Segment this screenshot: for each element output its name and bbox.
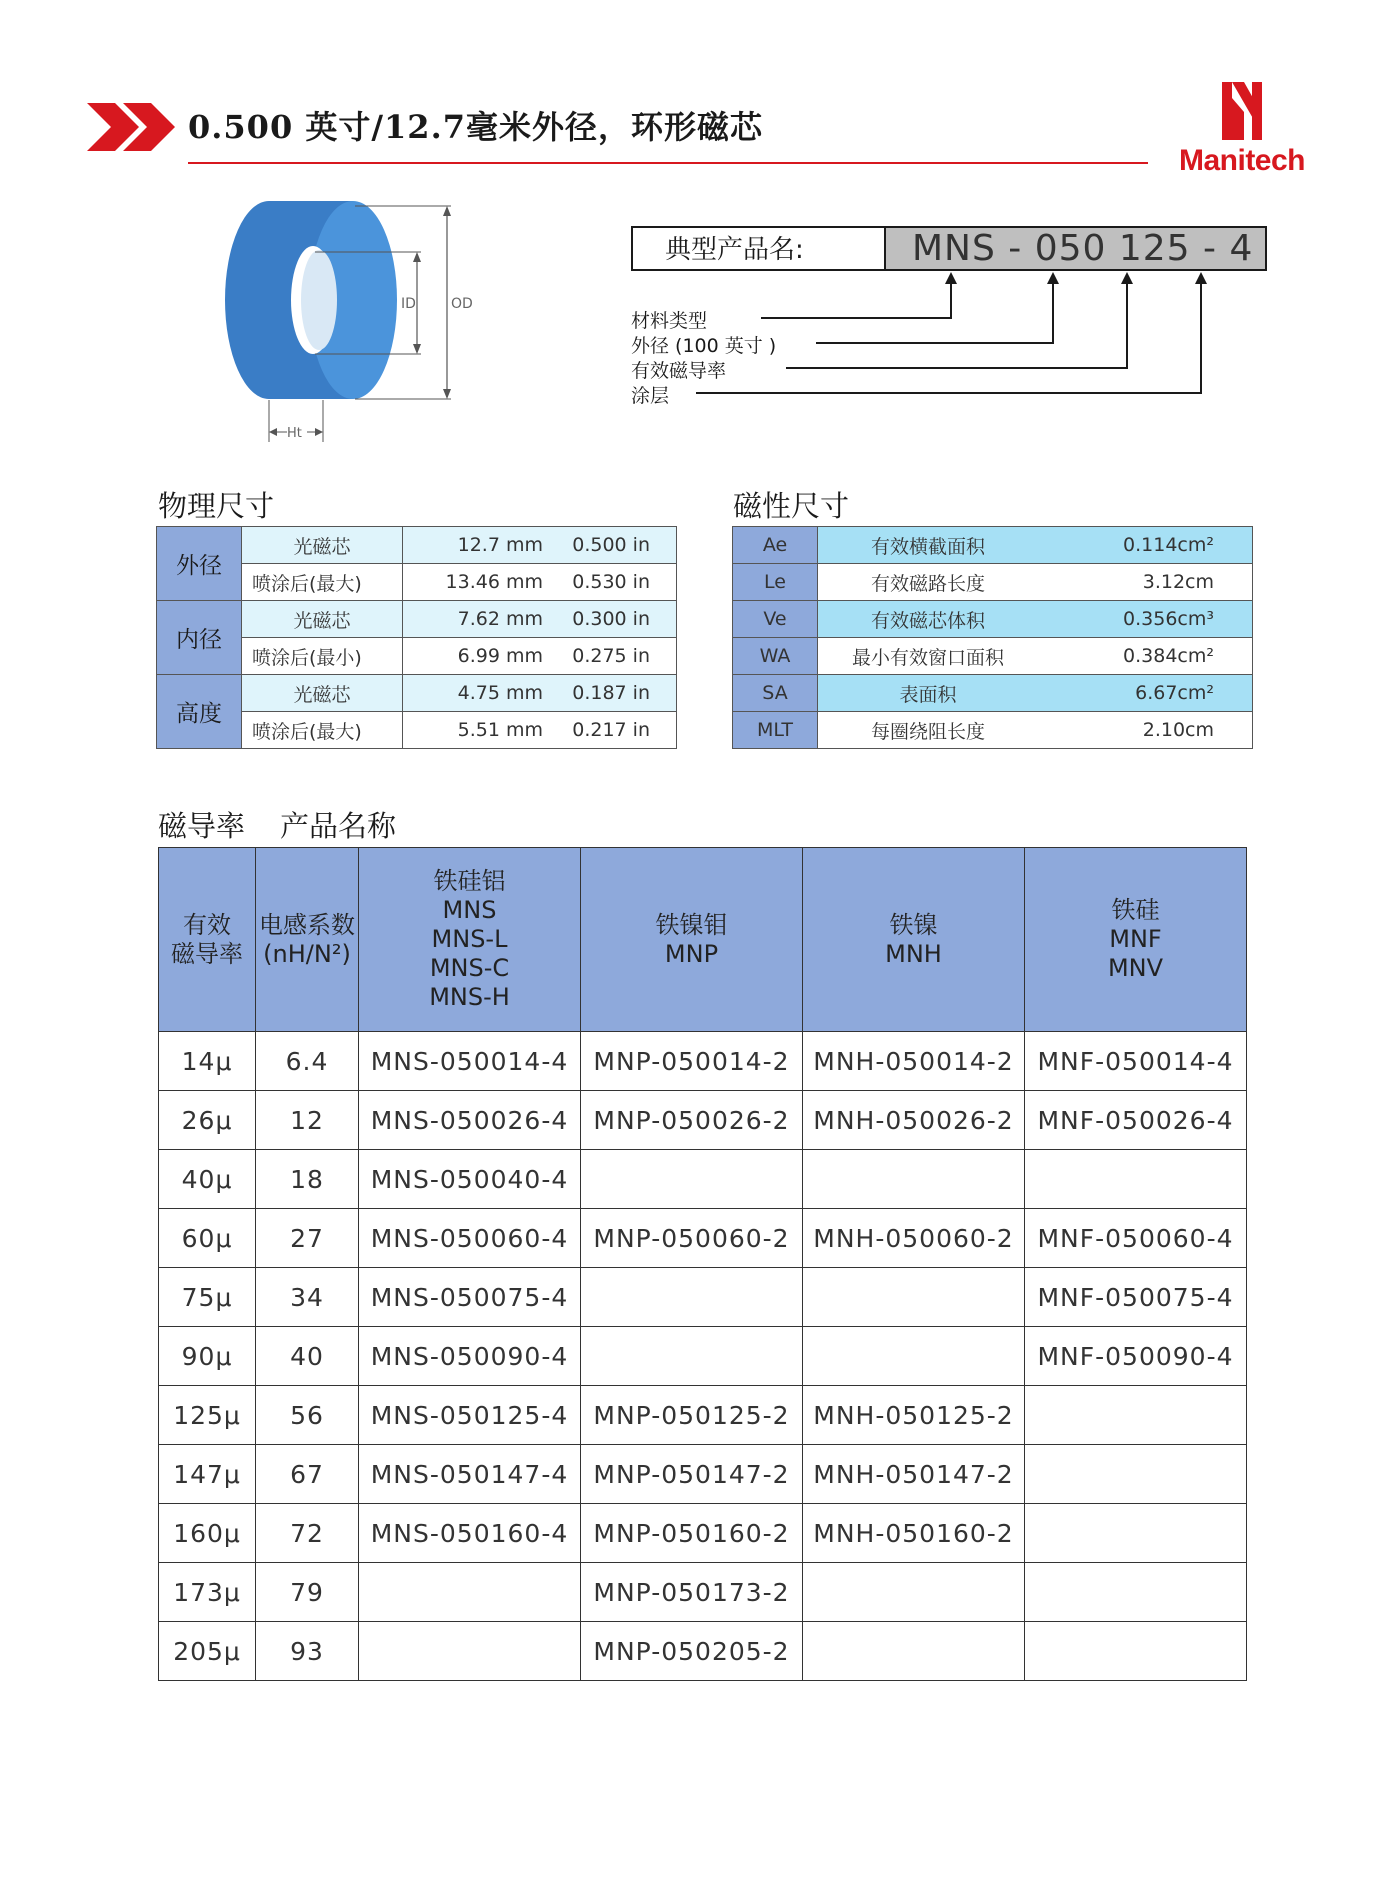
legend-outer-diameter: 外径 (100 英寸 ) bbox=[631, 335, 777, 357]
table-row bbox=[159, 1327, 1247, 1386]
permeability-cell: 40μ bbox=[159, 1150, 256, 1209]
mns-part-cell: MNS-050147-4 bbox=[359, 1445, 581, 1504]
symbol: Ae bbox=[733, 527, 818, 564]
sub-label: 光磁芯 bbox=[242, 675, 403, 712]
magnetic-dimensions-heading: 磁性尺寸 bbox=[733, 489, 850, 523]
value-in: 0.500 in bbox=[565, 527, 677, 564]
mns-part-cell bbox=[359, 1563, 581, 1622]
mnf-part-cell bbox=[1025, 1563, 1247, 1622]
value-in: 0.300 in bbox=[565, 601, 677, 638]
mnf-part-cell bbox=[1025, 1445, 1247, 1504]
symbol: WA bbox=[733, 638, 818, 675]
physical-dimensions-heading: 物理尺寸 bbox=[158, 489, 275, 523]
mnh-part-cell bbox=[803, 1268, 1025, 1327]
mnp-part-cell: MNP-050173-2 bbox=[581, 1563, 803, 1622]
header-mnh: 铁镍 MNH bbox=[803, 848, 1025, 1032]
mnp-part-cell: MNP-050026-2 bbox=[581, 1091, 803, 1150]
value: 0.384cm² bbox=[1038, 638, 1253, 675]
inductance-cell: 6.4 bbox=[256, 1032, 359, 1091]
value-mm: 7.62 mm bbox=[403, 601, 566, 638]
mnp-part-cell bbox=[581, 1327, 803, 1386]
mnp-part-cell: MNP-050160-2 bbox=[581, 1504, 803, 1563]
symbol: Le bbox=[733, 564, 818, 601]
brand-name: Manitech bbox=[1178, 144, 1306, 177]
mnf-part-cell: MNF-050014-4 bbox=[1025, 1032, 1247, 1091]
description: 每圈绕阻长度 bbox=[818, 712, 1039, 749]
header-mns: 铁硅铝 MNS MNS-L MNS-C MNS-H bbox=[359, 848, 581, 1032]
mnp-part-cell: MNP-050205-2 bbox=[581, 1622, 803, 1681]
description: 有效磁芯体积 bbox=[818, 601, 1039, 638]
mnp-part-cell bbox=[581, 1150, 803, 1209]
inductance-cell: 72 bbox=[256, 1504, 359, 1563]
mnh-part-cell: MNH-050026-2 bbox=[803, 1091, 1025, 1150]
product-table-body bbox=[159, 1032, 1247, 1681]
value-in: 0.187 in bbox=[565, 675, 677, 712]
sub-label: 喷涂后(最大) bbox=[242, 564, 403, 601]
table-row bbox=[159, 1504, 1247, 1563]
sub-label: 喷涂后(最大) bbox=[242, 712, 403, 749]
mnh-part-cell bbox=[803, 1327, 1025, 1386]
mnh-part-cell: MNH-050014-2 bbox=[803, 1032, 1025, 1091]
header-mnf: 铁硅 MNF MNV bbox=[1025, 848, 1247, 1032]
mns-part-cell: MNS-050060-4 bbox=[359, 1209, 581, 1268]
inductance-cell: 40 bbox=[256, 1327, 359, 1386]
header-permeability: 有效 磁导率 bbox=[159, 848, 256, 1032]
mns-part-cell bbox=[359, 1622, 581, 1681]
mnp-part-cell: MNP-050147-2 bbox=[581, 1445, 803, 1504]
permeability-cell: 90μ bbox=[159, 1327, 256, 1386]
toroid-core-diagram bbox=[205, 200, 495, 450]
mnh-part-cell: MNH-050160-2 bbox=[803, 1504, 1025, 1563]
inductance-cell: 67 bbox=[256, 1445, 359, 1504]
title-rule bbox=[188, 162, 1148, 164]
table-row bbox=[157, 601, 677, 638]
table-row bbox=[159, 1563, 1247, 1622]
value-mm: 13.46 mm bbox=[403, 564, 566, 601]
mnf-part-cell bbox=[1025, 1622, 1247, 1681]
mnh-part-cell: MNH-050125-2 bbox=[803, 1386, 1025, 1445]
header-mnp: 铁镍钼 MNP bbox=[581, 848, 803, 1032]
table-row bbox=[159, 1032, 1247, 1091]
permeability-cell: 60μ bbox=[159, 1209, 256, 1268]
inductance-cell: 34 bbox=[256, 1268, 359, 1327]
description: 最小有效窗口面积 bbox=[818, 638, 1039, 675]
symbol: SA bbox=[733, 675, 818, 712]
mnf-part-cell bbox=[1025, 1504, 1247, 1563]
brand-logo bbox=[1172, 78, 1312, 178]
mnp-part-cell bbox=[581, 1268, 803, 1327]
mnf-part-cell: MNF-050090-4 bbox=[1025, 1327, 1247, 1386]
legend-material-type: 材料类型 bbox=[631, 310, 708, 332]
permeability-cell: 75μ bbox=[159, 1268, 256, 1327]
value: 6.67cm² bbox=[1038, 675, 1253, 712]
physical-dimensions-table bbox=[156, 526, 677, 749]
description: 表面积 bbox=[818, 675, 1039, 712]
group-label: 外径 bbox=[157, 527, 242, 601]
permeability-cell: 147μ bbox=[159, 1445, 256, 1504]
mnh-part-cell: MNH-050147-2 bbox=[803, 1445, 1025, 1504]
od-label: OD bbox=[451, 296, 473, 312]
mnf-part-cell: MNF-050026-4 bbox=[1025, 1091, 1247, 1150]
value: 3.12cm bbox=[1038, 564, 1253, 601]
permeability-cell: 205μ bbox=[159, 1622, 256, 1681]
mnf-part-cell: MNF-050060-4 bbox=[1025, 1209, 1247, 1268]
permeability-cell: 160μ bbox=[159, 1504, 256, 1563]
table-header-row bbox=[159, 848, 1247, 1032]
permeability-cell: 14μ bbox=[159, 1032, 256, 1091]
mnp-part-cell: MNP-050060-2 bbox=[581, 1209, 803, 1268]
legend-coating: 涂层 bbox=[631, 385, 670, 407]
mnf-part-cell bbox=[1025, 1150, 1247, 1209]
value: 0.114cm² bbox=[1038, 527, 1253, 564]
header-inductance-factor: 电感系数 (nH/N²) bbox=[256, 848, 359, 1032]
inductance-cell: 93 bbox=[256, 1622, 359, 1681]
inductance-cell: 56 bbox=[256, 1386, 359, 1445]
table-row bbox=[159, 1091, 1247, 1150]
table-row bbox=[157, 527, 677, 564]
table-row bbox=[159, 1622, 1247, 1681]
mnh-part-cell bbox=[803, 1622, 1025, 1681]
mnh-part-cell bbox=[803, 1563, 1025, 1622]
product-table bbox=[158, 847, 1247, 1681]
table-row bbox=[733, 675, 1253, 712]
table-row bbox=[733, 527, 1253, 564]
table-row bbox=[733, 638, 1253, 675]
mnf-part-cell: MNF-050075-4 bbox=[1025, 1268, 1247, 1327]
group-label: 内径 bbox=[157, 601, 242, 675]
value: 2.10cm bbox=[1038, 712, 1253, 749]
description: 有效横截面积 bbox=[818, 527, 1039, 564]
symbol: MLT bbox=[733, 712, 818, 749]
description: 有效磁路长度 bbox=[818, 564, 1039, 601]
ht-label: Ht bbox=[287, 426, 302, 441]
value-in: 0.217 in bbox=[565, 712, 677, 749]
table-row bbox=[157, 675, 677, 712]
table-row bbox=[159, 1209, 1247, 1268]
value: 0.356cm³ bbox=[1038, 601, 1253, 638]
value-mm: 5.51 mm bbox=[403, 712, 566, 749]
page-title: 0.500 英寸/12.7毫米外径，环形磁芯 bbox=[188, 108, 763, 146]
chevron-arrow-icon bbox=[87, 103, 179, 151]
table-row bbox=[733, 712, 1253, 749]
product-name-heading: 产品名称 bbox=[280, 809, 397, 843]
permeability-cell: 173μ bbox=[159, 1563, 256, 1622]
table-row bbox=[159, 1150, 1247, 1209]
mnf-part-cell bbox=[1025, 1386, 1247, 1445]
inductance-cell: 27 bbox=[256, 1209, 359, 1268]
permeability-cell: 125μ bbox=[159, 1386, 256, 1445]
legend-permeability: 有效磁导率 bbox=[631, 360, 727, 382]
sub-label: 光磁芯 bbox=[242, 601, 403, 638]
value-mm: 6.99 mm bbox=[403, 638, 566, 675]
symbol: Ve bbox=[733, 601, 818, 638]
mns-part-cell: MNS-050040-4 bbox=[359, 1150, 581, 1209]
sub-label: 喷涂后(最小) bbox=[242, 638, 403, 675]
id-label: ID bbox=[401, 296, 416, 312]
magnetic-dimensions-table bbox=[732, 526, 1253, 749]
part-number-value: MNS - 050 125 - 4 bbox=[884, 226, 1267, 271]
mnh-part-cell bbox=[803, 1150, 1025, 1209]
mns-part-cell: MNS-050160-4 bbox=[359, 1504, 581, 1563]
table-row bbox=[159, 1386, 1247, 1445]
inductance-cell: 18 bbox=[256, 1150, 359, 1209]
table-row bbox=[159, 1268, 1247, 1327]
table-row bbox=[733, 564, 1253, 601]
group-label: 高度 bbox=[157, 675, 242, 749]
sub-label: 光磁芯 bbox=[242, 527, 403, 564]
mns-part-cell: MNS-050090-4 bbox=[359, 1327, 581, 1386]
mns-part-cell: MNS-050125-4 bbox=[359, 1386, 581, 1445]
mnp-part-cell: MNP-050125-2 bbox=[581, 1386, 803, 1445]
part-number-label: 典型产品名: bbox=[631, 226, 884, 271]
value-in: 0.275 in bbox=[565, 638, 677, 675]
permeability-cell: 26μ bbox=[159, 1091, 256, 1150]
inductance-cell: 12 bbox=[256, 1091, 359, 1150]
value-in: 0.530 in bbox=[565, 564, 677, 601]
mns-part-cell: MNS-050014-4 bbox=[359, 1032, 581, 1091]
value-mm: 4.75 mm bbox=[403, 675, 566, 712]
value-mm: 12.7 mm bbox=[403, 527, 566, 564]
mnh-part-cell: MNH-050060-2 bbox=[803, 1209, 1025, 1268]
permeability-heading: 磁导率 bbox=[158, 809, 246, 843]
inductance-cell: 79 bbox=[256, 1563, 359, 1622]
mns-part-cell: MNS-050026-4 bbox=[359, 1091, 581, 1150]
manitech-logo-mark-icon bbox=[1172, 78, 1312, 144]
table-row bbox=[159, 1445, 1247, 1504]
mnp-part-cell: MNP-050014-2 bbox=[581, 1032, 803, 1091]
mns-part-cell: MNS-050075-4 bbox=[359, 1268, 581, 1327]
table-row bbox=[733, 601, 1253, 638]
